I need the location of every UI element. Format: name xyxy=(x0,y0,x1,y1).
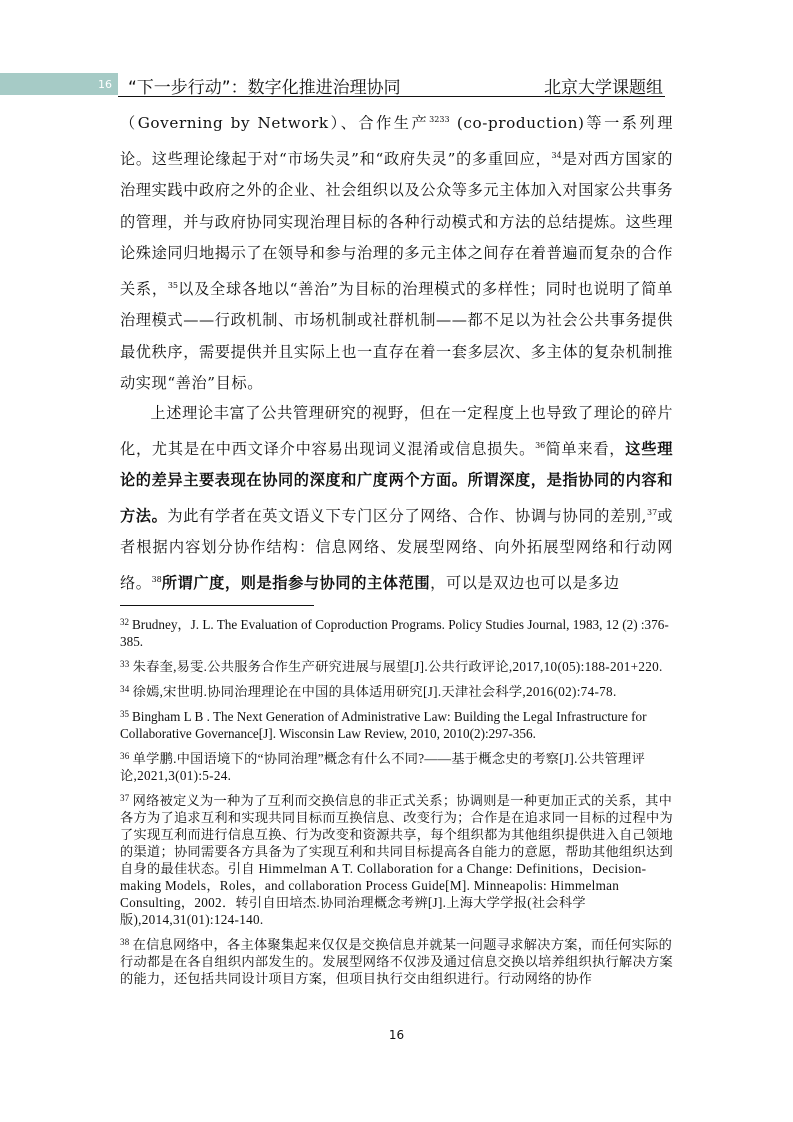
footnote-ref[interactable]: 37 xyxy=(646,507,658,517)
emphasis-text: 所谓广度，则是指参与协同的主体范围 xyxy=(161,573,431,592)
text-run: 以及全球各地以“善治”为目标的治理模式的多样性；同时也说明了简单治理模式——行政机制、市场机制或社群机制——都不足以为社会公共事务提供最优秩序，需要提供并且实际上也一直存在着一套多层次、多主体的复杂机制推动实现“善治”目标。 xyxy=(120,279,673,392)
footnote-32 xyxy=(120,614,673,650)
footnote-38 xyxy=(120,934,673,987)
footnote-35 xyxy=(120,706,673,742)
footnote-ref[interactable]: 36 xyxy=(535,440,546,450)
text-run: 为此有学者在英文语义下专门区分了网络、合作、协调与协同的差别, xyxy=(167,506,647,525)
footnote-number: 36 xyxy=(120,751,130,761)
body-paragraph-2 xyxy=(120,398,673,599)
footnote-text: Brudney，J. L. The Evaluation of Coproduction Programs. Policy Studies Journal, 1983, 12 (2) :376-385. xyxy=(120,617,669,649)
footnote-text: 在信息网络中，各主体聚集起来仅仅是交换信息并就某一问题寻求解决方案，而任何实际的行动都是在各自组织内部发生的。发展型网络不仅涉及通过信息交换以培养组织执行解决方案的能力，还包括共同设计项目方案，但项目执行交由组织进行。行动网络的协作 xyxy=(120,937,673,986)
footnote-number: 38 xyxy=(120,937,130,947)
footnote-36 xyxy=(120,748,673,784)
footnote-34 xyxy=(120,681,673,700)
footnote-text: 朱春奎,易雯.公共服务合作生产研究进展与展望[J].公共行政评论,2017,10(05):188-201+220. xyxy=(132,659,663,674)
footnote-ref[interactable]: 3233 xyxy=(429,115,450,124)
footnotes xyxy=(120,614,673,993)
header-title: “下一步行动”：数字化推进治理协同 xyxy=(128,78,401,98)
footnote-number: 35 xyxy=(120,709,129,719)
emphasis-text: 这些理论的差异主要表现在协同的深度和广度两个方面。所谓深度，是指协同的内容和方法。 xyxy=(120,439,673,525)
text-run: 上述理论丰富了公共管理研究的视野，但在一定程度上也导致了理论的碎片化，尤其是在中西文译介中容易出现词义混淆或信息损失。 xyxy=(120,404,673,458)
footnote-text: 网络被定义为一种为了互利而交换信息的非正式关系；协调则是一种更加正式的关系，其中各方为了追求互利和实现共同目标而互换信息、改变行为；合作是在追求同一目标的过程中为了实现互利而进行信息互换、行为改变和资源共享，每个组织都为其他组织提供进入自己领地的渠道；协同需要各方具备为了实现互利和共同目标提高各自能力的意愿，帮助其他组织达到自身的最佳状态。引自 Himmelman A T. Collaboration for a Change: Definitions，Decision-making Models，Roles，and collaboration Process Guide[M]. Minneapolis: Himmelman Consulting，2002．转引自田培杰.协同治理概念考辨[J].上海大学学报(社会科学版),2014,31(01):124-140. xyxy=(120,793,673,927)
footnote-number: 37 xyxy=(120,793,130,803)
text-run: 或者根据内容划分协作结构：信息网络、发展型网络、向外拓展型网络和行动网络。 xyxy=(120,506,673,592)
footnote-33 xyxy=(120,656,673,675)
footnote-text: 徐嫣,宋世明.协同治理理论在中国的具体适用研究[J].天津社会科学,2016(02):74-78. xyxy=(132,684,617,699)
footnote-37 xyxy=(120,790,673,928)
tab-page-number: 16 xyxy=(98,78,112,91)
footnote-number: 32 xyxy=(120,617,129,627)
header-organization: 北京大学课题组 xyxy=(544,78,663,98)
text-run: 简单来看， xyxy=(545,439,626,458)
footnote-text: Bingham L B . The Next Generation of Administrative Law: Building the Legal Infrastructure for Collaborative Governance[J]. Wisconsin Law Review, 2010, 2010(2):297-356. xyxy=(120,709,647,741)
footnote-separator xyxy=(120,605,314,606)
text-run: ，可以是双边也可以是多边 xyxy=(430,573,620,592)
page-tab xyxy=(0,73,118,95)
footnote-number: 33 xyxy=(120,659,130,669)
footnote-number: 34 xyxy=(120,684,130,694)
footnote-text: 单学鹏.中国语境下的“协同治理”概念有什么不同?——基于概念史的考察[J].公共管理评论,2021,3(01):5-24. xyxy=(120,751,646,783)
footnote-ref[interactable]: 34 xyxy=(551,150,562,160)
text-run: （Governing by Network）、合作生产 xyxy=(120,114,430,132)
footnote-ref[interactable]: 35 xyxy=(167,280,178,290)
page-number: 16 xyxy=(388,1028,405,1042)
body-paragraph-1 xyxy=(120,104,673,400)
text-run: 是对西方国家的治理实践中政府之外的企业、社会组织以及公众等多元主体加入对国家公共事务的管理，并与政府协同实现治理目标的各种行动模式和方法的总结提炼。这些理论殊途同归地揭示了在领导和参与治理的多元主体之间存在着普遍而复杂的合作关系， xyxy=(120,149,673,298)
footnote-ref[interactable]: 38 xyxy=(151,574,162,584)
text-run: (co-production)等一系列理论。这些理论缘起于对“市场失灵”和“政府失灵”的多重回应， xyxy=(120,114,673,168)
running-header xyxy=(118,72,665,97)
